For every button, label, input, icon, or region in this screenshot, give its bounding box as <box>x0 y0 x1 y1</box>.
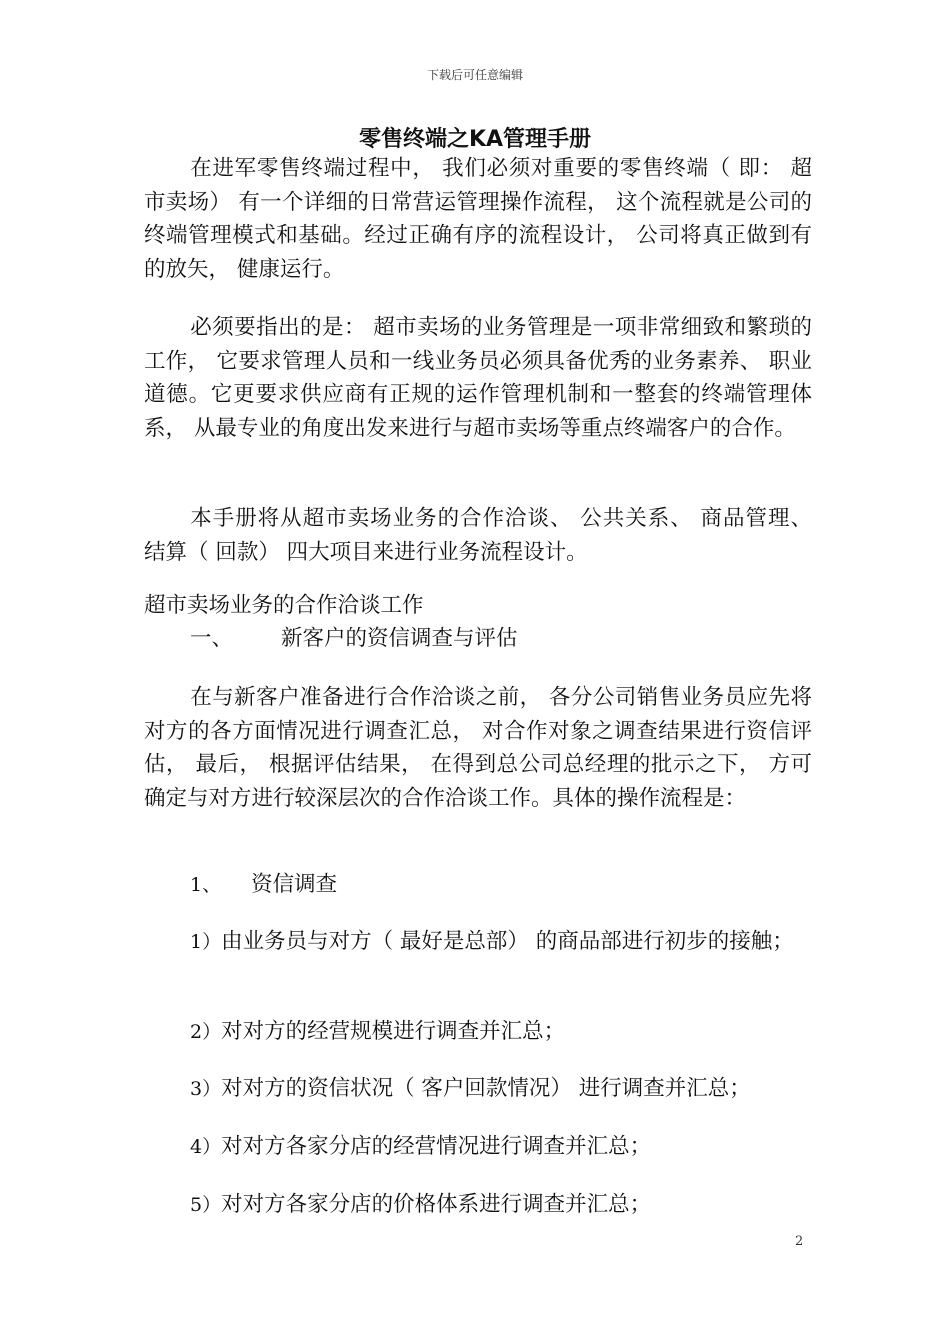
item-heading-number: 1、 <box>190 874 222 896</box>
paragraph-requirements: 必须要指出的是： 超市卖场的业务管理是一项非常细致和繁琐的工作， 它要求管理人员和一线业务员必须具备优秀的业务素养、 职业道德。它更要求供应商有正规的运作管理机制和一整套的终端管理体系， 从最专业的角度出发来进行与超市卖场等重点终端客户的合作。 <box>144 315 812 441</box>
list-item <box>190 1017 565 1047</box>
list-item <box>190 1190 651 1220</box>
list-item-text: 由业务员与对方（ 最好是总部） 的商品部进行初步的接触； <box>221 929 794 954</box>
page-number: 2 <box>795 1234 804 1249</box>
list-item-text: 对对方的资信状况（ 客户回款情况） 进行调查并汇总； <box>221 1076 751 1101</box>
paragraph-intro: 在进军零售终端过程中， 我们必须对重要的零售终端（ 即： 超市卖场） 有一个详细的日常营运管理操作流程， 这个流程就是公司的终端管理模式和基础。经过正确有序的流程设计， 公司将真正做到有的放矢， 健康运行。 <box>144 156 812 282</box>
paragraph-manual-scope: 本手册将从超市卖场业务的合作洽谈、 公共关系、 商品管理、 结算（ 回款） 四大项目来进行业务流程设计。 <box>144 506 812 565</box>
list-item <box>190 1074 751 1104</box>
document-title: 零售终端之KA管理手册 <box>358 127 592 152</box>
list-item-text: 对对方各家分店的价格体系进行调查并汇总； <box>221 1192 652 1217</box>
page-header-note: 下载后可任意编辑 <box>426 68 523 82</box>
section-heading: 超市卖场业务的合作洽谈工作 <box>144 593 424 618</box>
list-item-text: 对对方的经营规模进行调查并汇总； <box>221 1019 566 1044</box>
paragraph-procedure-intro: 在与新客户准备进行合作洽谈之前， 各分公司销售业务员应先将对方的各方面情况进行调查汇总， 对合作对象之调查结果进行资信评估， 最后， 根据评估结果， 在得到总公司总经理的批示之下， 方可确定与对方进行较深层次的合作洽谈工作。具体的操作流程是： <box>144 685 812 811</box>
list-item <box>190 1132 651 1162</box>
list-item-number: 4） <box>190 1136 222 1158</box>
list-item-number: 3） <box>190 1078 222 1100</box>
item-heading-label: 资信调查 <box>251 872 338 897</box>
subsection-label: 新客户的资信调查与评估 <box>281 626 518 651</box>
list-item-number: 2） <box>190 1021 222 1043</box>
subsection-number: 一、 <box>190 626 234 651</box>
list-item-number: 5） <box>190 1194 222 1216</box>
list-item <box>190 927 794 957</box>
list-item-text: 对对方各家分店的经营情况进行调查并汇总； <box>221 1134 652 1159</box>
item-heading <box>190 870 337 900</box>
list-item-number: 1） <box>190 931 222 953</box>
subsection-heading <box>190 624 518 654</box>
